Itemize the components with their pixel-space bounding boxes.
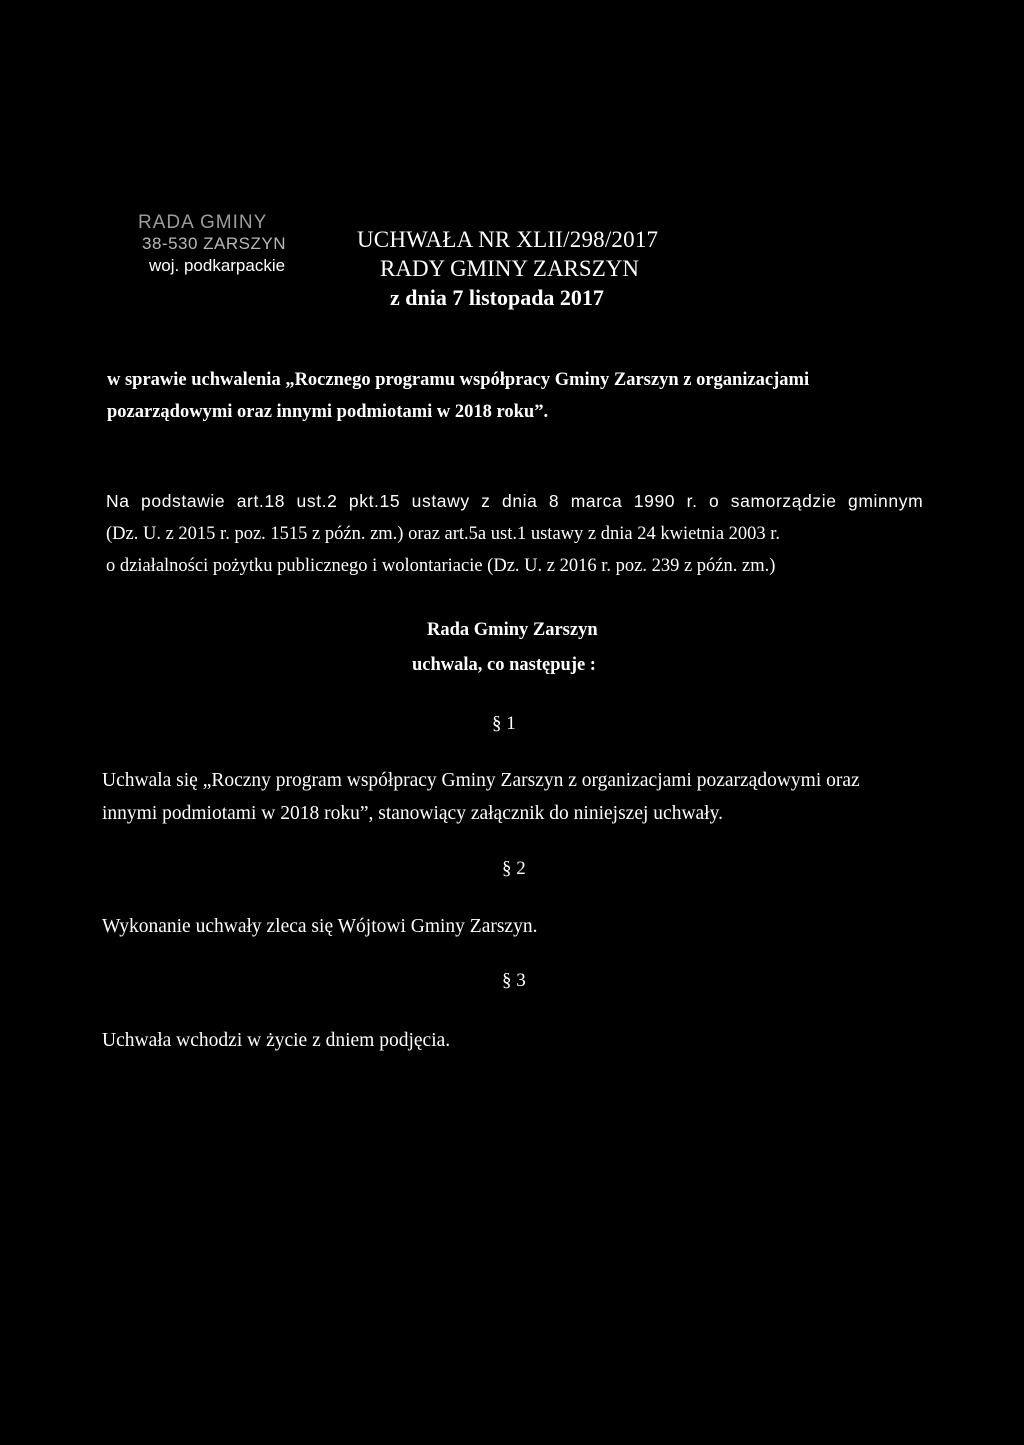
subject-line: w sprawie uchwalenia „Rocznego programu współpracy Gminy Zarszyn z organizacjami bbox=[107, 370, 810, 390]
section-1-text bbox=[102, 764, 860, 830]
council-name-heading: RADY GMINY ZARSZYN bbox=[380, 256, 639, 281]
section-2-line: Wykonanie uchwały zleca się Wójtowi Gminy Zarszyn. bbox=[102, 916, 538, 937]
section-3-line: Uchwała wchodzi w życie z dniem podjęcia. bbox=[102, 1030, 451, 1051]
council-resolves-heading: Rada Gminy Zarszyn bbox=[427, 620, 598, 640]
stamp-voivodeship: woj. podkarpackie bbox=[149, 256, 286, 275]
section-3-text bbox=[102, 1024, 450, 1057]
section-2-text bbox=[102, 910, 537, 943]
legal-basis bbox=[106, 485, 936, 583]
section-1-line: innymi podmiotami w 2018 roku”, stanowiący załącznik do niniejszej uchwały. bbox=[102, 803, 723, 824]
section-sign-2: § 2 bbox=[502, 858, 526, 879]
resolution-subject bbox=[107, 364, 927, 428]
legal-basis-line: o działalności pożytku publicznego i wolontariacie (Dz. U. z 2016 r. poz. 239 z późn. zm.) bbox=[106, 556, 776, 576]
resolves-as-follows: uchwala, co następuje : bbox=[412, 655, 596, 675]
section-sign-3: § 3 bbox=[502, 970, 526, 991]
legal-basis-line: (Dz. U. z 2015 r. poz. 1515 z późn. zm.) oraz art.5a ust.1 ustawy z dnia 24 kwietnia 2003 r. bbox=[106, 523, 781, 544]
resolution-number: UCHWAŁA NR XLII/298/2017 bbox=[357, 227, 659, 252]
subject-line: pozarządowymi oraz innymi podmiotami w 2018 roku”. bbox=[107, 402, 549, 422]
legal-basis-line: Na podstawie art.18 ust.2 pkt.15 ustawy z dnia 8 marca 1990 r. o samorządzie gminnym bbox=[106, 491, 924, 511]
stamp-postal-address: 38-530 ZARSZYN bbox=[142, 234, 286, 253]
resolution-date: z dnia 7 listopada 2017 bbox=[390, 285, 604, 310]
section-sign-1: § 1 bbox=[492, 713, 516, 734]
stamp-council-name: RADA GMINY bbox=[138, 212, 268, 233]
section-1-line: Uchwala się „Roczny program współpracy Gminy Zarszyn z organizacjami pozarządowymi oraz bbox=[102, 770, 860, 791]
